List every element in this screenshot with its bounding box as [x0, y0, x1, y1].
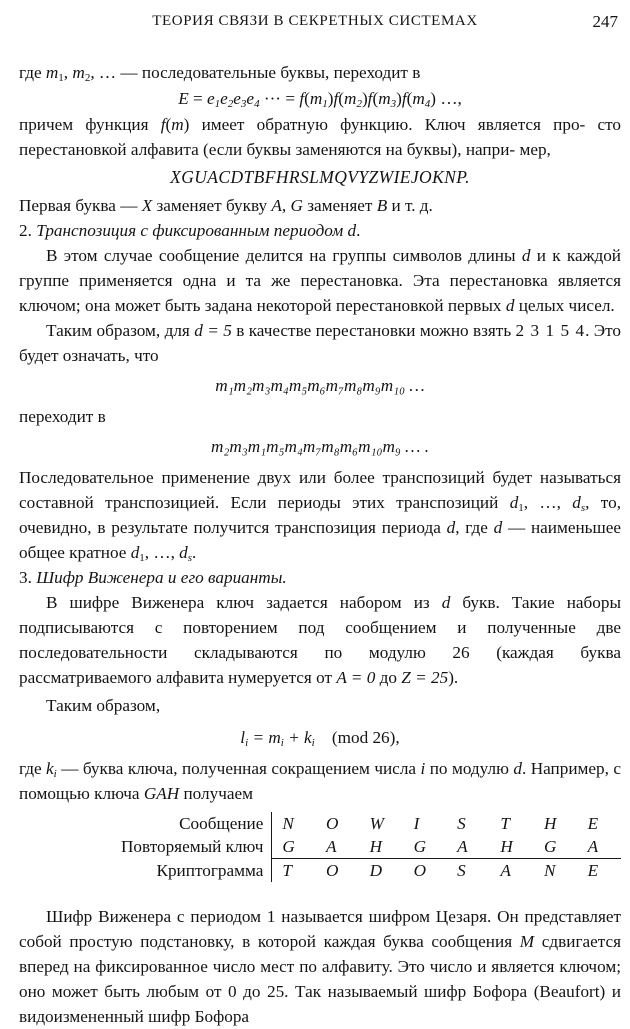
paragraph-example-d5: Таким образом, для d = 5 в качестве перестановки можно взять 2 3 1 5 4. Это будет означать, что [19, 321, 621, 365]
paragraph-composite-transposition: Последовательное применение двух или более транспозиций будет называться составной транспозицией. Если периоды этих транспозиций $d_1$, …, $d_s$, то, очевидно, в результате получится транспозиция периода d, где d — наименьшее общее кратное $d_1$, …, $d_s$. [19, 468, 622, 564]
equation-permuted-sequence: m₂m₃m₁m₅m₄m₇m₈m₆m₁₀m₉ … . [210, 437, 430, 456]
equation-original-sequence: m₁m₂m₃m₄m₅m₆m₇m₈m₉m₁₀ … [215, 376, 425, 395]
row-label: Повторяемый ключ [121, 837, 264, 857]
table-cell: A [457, 837, 468, 856]
vigenere-example-table [121, 812, 621, 882]
paragraph-intro: где $m_1$, $m_2$, … — последовательные буквы, переходит в [19, 63, 421, 84]
table-row [121, 859, 621, 883]
paragraph-transforms-to: переходит в [19, 407, 106, 426]
running-header [0, 9, 630, 35]
paragraph-inverse-function: причем функция f(m) имеет обратную функцию. Ключ является про- сто перестановкой алфавита (если буквы заменяются на буквы), напри- мер, [19, 115, 621, 159]
table-cell: H [369, 837, 383, 856]
section-heading-3: 3. Шифр Виженера и его варианты. [19, 568, 287, 587]
table-cell: E [578, 859, 621, 883]
paragraph-key-letter: где $k_i$ — буква ключа, полученная сокращением числа i по модулю d. Например, с помощью ключа GAH получаем [19, 759, 622, 803]
table-cell: S [447, 859, 490, 883]
table-cell: D [360, 859, 404, 883]
table-cell: S [457, 814, 466, 833]
table-cell: O [404, 859, 448, 883]
table-cell: N [272, 812, 316, 835]
table-cell: E [587, 814, 599, 833]
table-cell: G [413, 837, 426, 856]
table-cell: I [413, 814, 420, 833]
paragraph-vigenere: В шифре Виженера ключ задается набором из d букв. Такие наборы подписываются с повторением под сообщением и полученные две последовательности складываются по модулю 26 (каждая буква рассматриваемого алфавита нумеруется от A = 0 до Z = 25). [19, 593, 622, 687]
table-cell: A [490, 859, 534, 883]
table-cell: H [500, 837, 513, 856]
paragraph-caesar: Шифр Виженера с периодом 1 называется шифром Цезаря. Он представляет собой простую подстановку, в которой каждая буква сообщения M сдвигается вперед на фиксированное число мест по алфавиту. Это число и является ключом; оно может быть любым от 0 до 25. Так называемый шифр Бофора (Beaufort) и видоизмененный шифр Бофора [19, 907, 622, 1026]
page-number: 247 [592, 12, 618, 31]
table-cell: H [544, 814, 557, 833]
key-alphabet: XGUACDTBFHRSLMQVYZWIEJOKNP. [170, 167, 470, 187]
table-row [121, 812, 621, 835]
table-cell: O [325, 814, 339, 833]
paragraph-thus: Таким образом, [46, 696, 161, 715]
row-label: Сообщение [179, 814, 264, 833]
vigenere-table [19, 812, 621, 882]
table-cell: N [534, 859, 578, 883]
paragraph-first-letter: Первая буква — X заменяет букву A, G заменяет B и т. д. [19, 196, 433, 215]
equation-vigenere: $l_i = m_i + k_i$ (mod 26), [240, 728, 400, 749]
table-cell: G [272, 835, 316, 859]
table-cell: O [316, 859, 360, 883]
table-cell: A [587, 837, 599, 856]
text-body [19, 60, 621, 1029]
table-cell: G [544, 837, 557, 856]
table-row [121, 835, 621, 859]
table-cell: W [369, 814, 384, 833]
paragraph-transposition: В этом случае сообщение делится на группы символов длины d и к каждой группе применяется одна и та же перестановка. Эта перестановка является ключом; она может быть задана некоторой перестановкой первых d целых чисел. [19, 246, 621, 315]
running-title: ТЕОРИЯ СВЯЗИ В СЕКРЕТНЫХ СИСТЕМАХ [152, 13, 478, 29]
table-cell: T [500, 814, 510, 833]
table-cell: A [325, 837, 337, 856]
table-cell: T [272, 859, 316, 883]
section-heading-2: 2. Транспозиция с фиксированным периодом d. [19, 221, 361, 240]
row-label: Криптограмма [156, 860, 264, 880]
equation-encipher: $E = e_1e_2e_3e_4$ ··· = $f(m_1)f(m_2)f(m_3)f(m_4)$ …, [178, 89, 462, 110]
